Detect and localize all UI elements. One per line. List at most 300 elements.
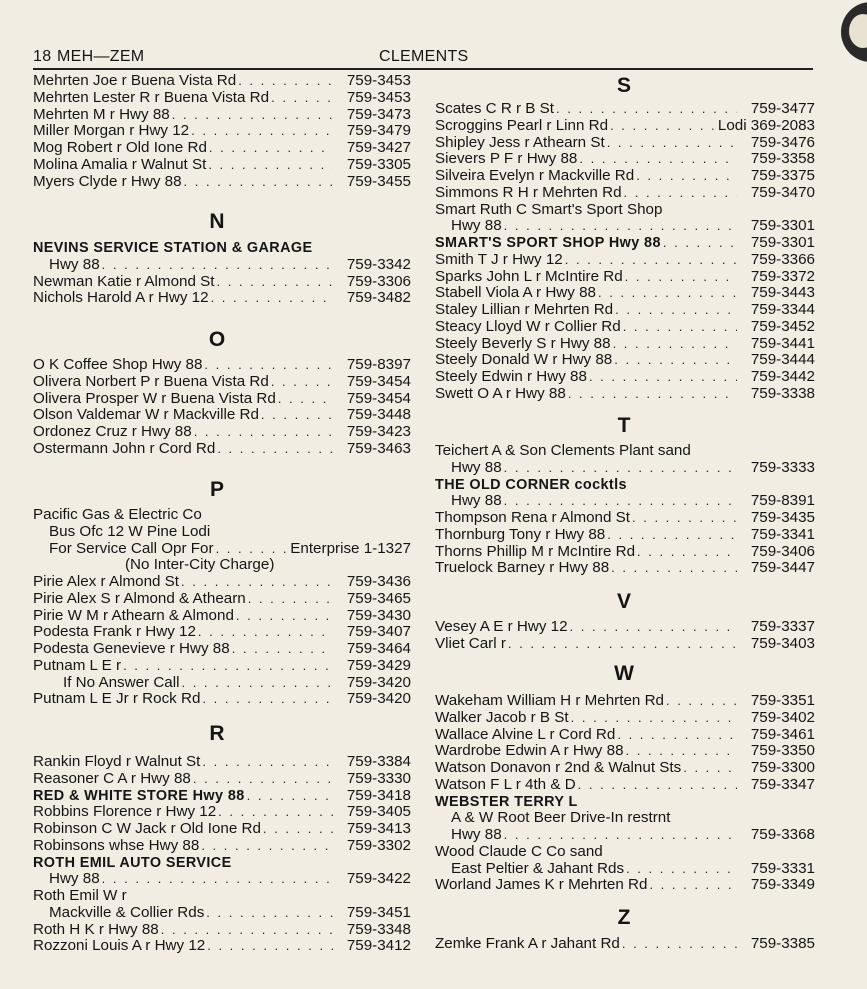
listing-name: Miller Morgan r Hwy 12 (33, 122, 190, 140)
r-section (33, 754, 411, 955)
listing-phone: 759-3427 (346, 139, 411, 156)
leader-dots (194, 424, 333, 441)
listing-name: Reasoner C A r Hwy 88 (33, 769, 191, 787)
listing-name: O K Coffee Shop Hwy 88 (33, 356, 203, 373)
listing-row (33, 391, 411, 408)
listing-row (33, 407, 411, 424)
listing-phone: 759-3342 (346, 255, 411, 273)
listing-name: Putnam L E r (33, 656, 122, 674)
leader-dots (271, 374, 333, 391)
listing-name: (No Inter-City Charge) (125, 556, 275, 574)
letter-heading-p: P (209, 478, 224, 501)
listing-phone: 759-3448 (346, 406, 411, 424)
leader-dots (238, 73, 333, 90)
listing-row (33, 591, 411, 608)
listing-name: Mackville & Collier Rds (49, 903, 205, 921)
leader-dots (202, 691, 333, 708)
listing-row (33, 675, 411, 692)
leader-dots (556, 101, 737, 118)
listing-phone: 759-3455 (346, 172, 411, 190)
listing-name: Olivera Norbert P r Buena Vista Rd (33, 372, 269, 390)
leader-dots (649, 877, 737, 894)
leader-dots (607, 527, 737, 544)
listing-phone: 759-3453 (346, 72, 411, 89)
listing-name: Mog Robert r Old Ione Rd (33, 139, 207, 156)
listing-row (33, 905, 411, 922)
listing-name: Robinson C W Jack r Old Ione Rd (33, 820, 261, 837)
listing-row (435, 636, 815, 653)
listing-row (435, 185, 815, 202)
listing-row (435, 743, 815, 760)
listing-name: Pirie Alex r Almond St (33, 573, 180, 590)
letter-heading-w: W (614, 662, 634, 685)
listing-row (33, 888, 411, 905)
leader-dots (236, 608, 333, 625)
listing-phone: 759-3465 (346, 589, 411, 607)
listing-row (33, 938, 411, 955)
leader-dots (504, 218, 737, 235)
leader-dots (123, 658, 333, 675)
letter-heading-n: N (209, 210, 225, 233)
listing-name: Wardrobe Edwin A r Hwy 88 (435, 742, 624, 760)
leader-dots (247, 788, 333, 805)
listing-phone: 759-3347 (750, 775, 815, 793)
leader-dots (589, 369, 737, 386)
listing-row (33, 374, 411, 391)
leader-dots (211, 290, 333, 307)
listing-name: Roth H K r Hwy 88 (33, 920, 159, 938)
listing-row (33, 73, 411, 90)
listing-phone: 759-3366 (750, 250, 815, 268)
listing-name: Nichols Harold A r Hwy 12 (33, 289, 209, 307)
listing-name: Ordonez Cruz r Hwy 88 (33, 423, 192, 440)
listing-row (33, 507, 411, 524)
listing-row (435, 202, 815, 219)
leader-dots (568, 386, 737, 403)
listing-phone: 759-3406 (750, 542, 815, 560)
listing-name: Hwy 88 (49, 255, 100, 273)
listing-phone: 759-3301 (750, 217, 815, 235)
listing-name: Wakeham William H r Mehrten Rd (435, 692, 664, 709)
listing-name: Olson Valdemar W r Mackville Rd (33, 406, 259, 424)
listing-name: Truelock Barney r Hwy 88 (435, 559, 610, 577)
listing-phone: 759-3407 (346, 623, 411, 641)
listing-phone: 759-3351 (750, 692, 815, 709)
leader-dots (624, 185, 737, 202)
listing-phone: 759-3306 (346, 272, 411, 290)
s-section (435, 101, 815, 403)
listing-row (435, 844, 815, 861)
listing-name: Stabell Viola A r Hwy 88 (435, 284, 596, 302)
listing-phone: 759-3477 (750, 100, 815, 117)
listing-phone: 759-3464 (346, 640, 411, 657)
listing-row (435, 151, 815, 168)
listing-row (33, 140, 411, 157)
listing-phone: 759-3429 (346, 656, 411, 674)
listing-name: ROTH EMIL AUTO SERVICE (33, 854, 232, 871)
listing-row (435, 135, 815, 152)
listing-name: Mehrten Joe r Buena Vista Rd (33, 72, 237, 89)
leader-dots (191, 123, 333, 140)
listing-phone: 759-3476 (750, 133, 815, 151)
listing-name: Hwy 88 (451, 458, 502, 476)
listing-phone: 759-3454 (346, 389, 411, 407)
listing-row (33, 441, 411, 458)
listing-phone: 759-3349 (750, 876, 815, 894)
listing-phone: 759-3479 (346, 122, 411, 140)
listing-row (33, 174, 411, 191)
listing-row (435, 794, 815, 811)
leader-dots (201, 838, 333, 855)
listing-row (435, 386, 815, 403)
leader-dots (263, 821, 333, 838)
listing-phone: 759-3301 (750, 234, 815, 251)
letter-heading-o: O (208, 328, 226, 351)
listing-phone: 759-3441 (750, 334, 815, 352)
listing-name: Bus Ofc 12 W Pine Lodi (49, 522, 211, 540)
listing-row (435, 285, 815, 302)
listing-name: WEBSTER TERRY L (435, 793, 578, 810)
listing-name: Staley Lillian r Mehrten Rd (435, 301, 614, 318)
listing-row (33, 641, 411, 658)
listing-name: East Peltier & Jahant Rds (451, 859, 625, 877)
leader-dots (579, 151, 737, 168)
listing-phone: 759-3435 (750, 509, 815, 526)
listing-name: Smith T J r Hwy 12 (435, 250, 563, 268)
listing-name: Sievers P F r Hwy 88 (435, 150, 578, 168)
listing-row (435, 443, 815, 460)
listing-row (435, 336, 815, 353)
leader-dots (202, 754, 333, 771)
listing-phone: Lodi 369-2083 (717, 116, 815, 134)
listing-row (435, 527, 815, 544)
listing-row (33, 274, 411, 291)
listing-phone: 759-3302 (346, 836, 411, 854)
listing-row (33, 424, 411, 441)
listing-row (435, 810, 815, 827)
leader-dots (663, 235, 737, 252)
leader-dots (617, 727, 737, 744)
listing-phone: 759-3333 (750, 458, 815, 476)
listing-name: Rankin Floyd r Walnut St (33, 753, 201, 770)
listing-name: Worland James K r Mehrten Rd (435, 876, 648, 894)
leader-dots (248, 591, 333, 608)
leader-dots (209, 140, 333, 157)
listing-phone: 759-3430 (346, 606, 411, 624)
listing-row (435, 510, 815, 527)
listing-phone: 759-3473 (346, 105, 411, 123)
listing-row (33, 107, 411, 124)
listing-name: Robbins Florence r Hwy 12 (33, 803, 217, 821)
listing-name: Shipley Jess r Athearn St (435, 133, 605, 151)
listing-phone: 759-3331 (750, 859, 815, 877)
listing-name: Teichert A & Son Clements Plant sand (435, 442, 691, 459)
listing-row (435, 369, 815, 386)
leader-dots (625, 269, 737, 286)
listing-row (33, 257, 411, 274)
listing-row (33, 541, 411, 558)
listing-phone: 759-3470 (750, 183, 815, 201)
listing-row (435, 827, 815, 844)
leader-dots (508, 636, 737, 653)
listing-phone: 759-3300 (750, 759, 815, 776)
leader-dots (504, 493, 737, 510)
listing-phone: 759-3482 (346, 289, 411, 307)
listing-row (435, 777, 815, 794)
listing-phone: 759-3344 (750, 301, 815, 318)
listing-row (435, 477, 815, 494)
z-entries (435, 936, 815, 953)
listing-name: Wood Claude C Co sand (435, 842, 603, 860)
leader-dots (610, 118, 716, 135)
listing-phone: 759-3372 (750, 267, 815, 285)
listing-phone: 759-3341 (750, 525, 815, 543)
leader-dots (217, 441, 333, 458)
listing-row (33, 90, 411, 107)
listing-name: Thorns Phillip M r McIntire Rd (435, 542, 636, 560)
listing-name: Scroggins Pearl r Linn Rd (435, 116, 609, 134)
listing-name: Thornburg Tony r Hwy 88 (435, 525, 606, 543)
listing-name: Mehrten Lester R r Buena Vista Rd (33, 88, 270, 106)
listing-row (33, 524, 411, 541)
m-entries (33, 73, 411, 190)
listing-name: Watson F L r 4th & D (435, 775, 576, 793)
leader-dots (632, 510, 737, 527)
listing-phone: 759-8391 (750, 492, 815, 510)
listing-name: Pacific Gas & Electric Co (33, 506, 202, 523)
listing-phone: 759-3463 (346, 439, 411, 457)
leader-dots (570, 619, 737, 636)
leader-dots (198, 624, 333, 641)
listing-phone: 759-3384 (346, 753, 411, 770)
listing-name: Hwy 88 (451, 492, 502, 510)
listing-name: Ostermann John r Cord Rd (33, 439, 216, 457)
listing-name: Rozzoni Louis A r Hwy 12 (33, 937, 206, 955)
listing-name: Podesta Frank r Hwy 12 (33, 623, 196, 641)
listing-name: NEVINS SERVICE STATION & GARAGE (33, 240, 313, 256)
town-title: CLEMENTS (379, 48, 469, 65)
leader-dots (181, 675, 333, 692)
listing-name: THE OLD CORNER cocktls (435, 476, 627, 493)
listing-phone: 759-3443 (750, 284, 815, 302)
listing-phone: 759-3451 (346, 903, 411, 921)
s-entries (435, 101, 815, 403)
listing-name: Simmons R H r Mehrten Rd (435, 183, 622, 201)
listing-row (33, 804, 411, 821)
listing-phone: 759-3420 (346, 673, 411, 691)
listing-row (33, 771, 411, 788)
leader-dots (181, 574, 333, 591)
listing-row (33, 123, 411, 140)
listing-row (435, 168, 815, 185)
listing-phone: 759-3337 (750, 618, 815, 635)
listing-phone: 759-3402 (750, 708, 815, 726)
listing-phone: 759-3418 (346, 786, 411, 804)
listing-name: Steacy Lloyd W r Collier Rd (435, 317, 621, 335)
listing-row (435, 727, 815, 744)
listing-name: Wallace Alvine L r Cord Rd (435, 725, 616, 743)
listing-name: Mehrten M r Hwy 88 (33, 105, 170, 123)
listing-row (435, 861, 815, 878)
listing-name: Vliet Carl r (435, 634, 506, 652)
listing-name: Watson Donavon r 2nd & Walnut Sts (435, 759, 682, 776)
listing-row (435, 936, 815, 953)
listing-name: RED & WHITE STORE Hwy 88 (33, 787, 245, 804)
listing-name: Steely Beverly S r Hwy 88 (435, 334, 611, 352)
leader-dots (607, 135, 737, 152)
listing-row (33, 357, 411, 374)
leader-dots (614, 352, 737, 369)
listing-name: Molina Amalia r Walnut St (33, 155, 207, 173)
listing-phone: 759-3305 (346, 155, 411, 173)
letter-heading-s: S (616, 74, 631, 97)
listing-name: Thompson Rena r Almond St (435, 509, 631, 526)
name-range: MEH—ZEM (57, 48, 145, 65)
o-section (33, 357, 411, 458)
w-section (435, 693, 815, 894)
listing-phone: 759-3453 (346, 88, 411, 106)
listing-name: Podesta Genevieve r Hwy 88 (33, 640, 230, 657)
listing-phone: 759-3454 (346, 372, 411, 390)
letter-heading-z: Z (617, 906, 631, 929)
leader-dots (232, 641, 333, 658)
o-entries (33, 357, 411, 458)
listing-row (435, 302, 815, 319)
listing-phone: 759-3338 (750, 384, 815, 402)
listing-name: Swett O A r Hwy 88 (435, 384, 566, 402)
p-entries (33, 507, 411, 708)
listing-name: Pirie Alex S r Almond & Athearn (33, 589, 246, 607)
listing-name: Zemke Frank A r Jahant Rd (435, 935, 620, 952)
listing-phone: 759-3348 (346, 920, 411, 938)
leader-dots (161, 922, 333, 939)
leader-dots (206, 905, 333, 922)
p-section (33, 507, 411, 708)
leader-dots (204, 357, 333, 374)
listing-row (435, 710, 815, 727)
leader-dots (207, 938, 333, 955)
listing-name: Smart Ruth C Smart's Sport Shop (435, 200, 663, 218)
listing-row (435, 760, 815, 777)
listing-phone: 759-3350 (750, 742, 815, 760)
listing-phone: 759-3385 (750, 935, 815, 952)
leader-dots (637, 544, 737, 561)
leader-dots (626, 861, 737, 878)
leader-dots (102, 257, 333, 274)
leader-dots (172, 107, 333, 124)
page-number: 18 (33, 48, 52, 65)
leader-dots (598, 285, 737, 302)
leader-dots (216, 541, 289, 558)
listing-row (33, 838, 411, 855)
listing-phone: 759-3423 (346, 423, 411, 440)
t-section (435, 443, 815, 577)
leader-dots (626, 743, 737, 760)
leader-dots (666, 693, 737, 710)
listing-name: Sparks John L r McIntire Rd (435, 267, 623, 285)
z-section (435, 936, 815, 953)
listing-phone: 759-3444 (750, 351, 815, 369)
listing-name: Roth Emil W r (33, 887, 127, 904)
listing-name: Hwy 88 (451, 217, 502, 235)
listing-name: Hwy 88 (49, 870, 100, 888)
listing-row (33, 574, 411, 591)
listing-row (33, 871, 411, 888)
listing-name: Walker Jacob r B St (435, 708, 569, 726)
leader-dots (504, 460, 737, 477)
listing-phone: 759-3422 (346, 870, 411, 888)
listing-row (33, 240, 411, 257)
listing-name: Steely Edwin r Hwy 88 (435, 368, 587, 385)
listing-name: Robinsons whse Hwy 88 (33, 836, 200, 854)
listing-row (435, 235, 815, 252)
listing-row (435, 493, 815, 510)
listing-row (435, 619, 815, 636)
listing-row (33, 290, 411, 307)
leader-dots (613, 336, 737, 353)
header-rule (33, 68, 813, 70)
listing-phone: 759-3403 (750, 634, 815, 652)
listing-row (435, 252, 815, 269)
letter-heading-r: R (209, 722, 225, 745)
leader-dots (571, 710, 737, 727)
listing-phone: 759-3420 (346, 690, 411, 708)
listing-row (33, 922, 411, 939)
listing-name: Newman Katie r Almond St (33, 272, 215, 290)
listing-row (33, 691, 411, 708)
listing-phone: 759-3447 (750, 559, 815, 577)
listing-phone: 759-3358 (750, 150, 815, 168)
listing-row (435, 118, 815, 135)
leader-dots (217, 274, 334, 291)
listing-phone: 759-3375 (750, 167, 815, 184)
listing-name: Scates C R r B St (435, 100, 555, 117)
leader-dots (623, 319, 737, 336)
leader-dots (578, 777, 737, 794)
leader-dots (565, 252, 737, 269)
r-entries (33, 754, 411, 955)
listing-name: Olivera Prosper W r Buena Vista Rd (33, 389, 276, 407)
w-entries (435, 693, 815, 894)
n-section (33, 240, 411, 307)
listing-row (435, 460, 815, 477)
leader-dots (611, 560, 737, 577)
listing-row (435, 269, 815, 286)
listing-row (435, 693, 815, 710)
listing-phone: 759-8397 (346, 356, 411, 373)
leader-dots (636, 168, 737, 185)
listing-name: SMART'S SPORT SHOP Hwy 88 (435, 235, 661, 251)
leader-dots (261, 407, 333, 424)
listing-name: Silveira Evelyn r Mackville Rd (435, 167, 635, 184)
listing-phone: 759-3442 (750, 368, 815, 385)
leader-dots (218, 804, 333, 821)
page-header (33, 48, 813, 70)
listing-row (435, 218, 815, 235)
listing-row (435, 877, 815, 894)
leader-dots (184, 174, 333, 191)
left-column (33, 73, 411, 190)
leader-dots (193, 771, 333, 788)
listing-name: Hwy 88 (451, 826, 502, 843)
leader-dots (615, 302, 737, 319)
listing-phone: Enterprise 1-1327 (290, 539, 411, 557)
leader-dots (208, 157, 333, 174)
listing-row (435, 101, 815, 118)
listing-name: Vesey A E r Hwy 12 (435, 618, 568, 635)
listing-row (33, 658, 411, 675)
listing-row (33, 821, 411, 838)
